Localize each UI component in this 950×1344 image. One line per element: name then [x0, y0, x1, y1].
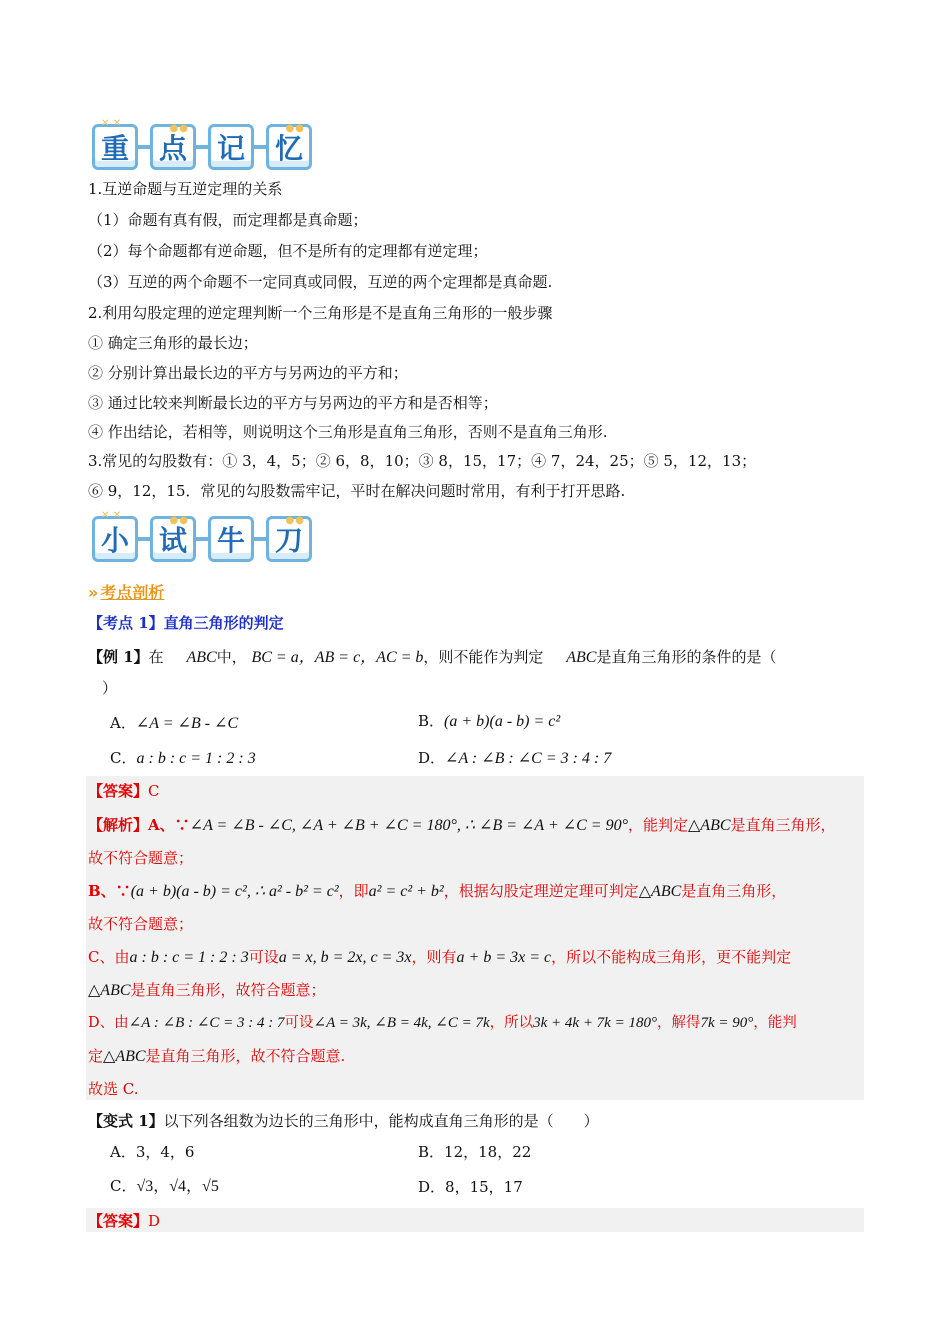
memory-item: （1）命题有真有假，而定理都是真命题； [88, 211, 368, 229]
example-label: 【例 1】 [88, 648, 149, 666]
analysis-text: 是直角三角形，故符合题意； [130, 981, 326, 999]
option-d [418, 747, 611, 770]
analysis-math: a + b = 3x = c [456, 949, 552, 966]
analysis-c-cont [88, 979, 326, 1002]
tile-connector [196, 537, 208, 541]
analysis-b-cont: 故不符合题意； [88, 915, 194, 933]
variant-option-c [110, 1175, 219, 1198]
banner-tile [92, 118, 138, 170]
analysis-text: 可设 [248, 948, 279, 966]
point-label: 【考点 1】直角三角形的判定 [88, 614, 284, 632]
answer-value: D [148, 1212, 161, 1230]
answer-line-2 [88, 1210, 160, 1232]
memory-heading-3-cont: ⑥ 9，12，15．常见的勾股数需牢记，平时在解决问题时常用，有利于打开思路. [88, 482, 626, 500]
tile-connector [196, 145, 208, 149]
dots-icon: ●● [285, 123, 305, 134]
memory-step: ① 确定三角形的最长边； [88, 334, 258, 352]
banner-tile [150, 124, 196, 170]
answer-label: 【答案】 [88, 1212, 149, 1230]
banner-char: 记 [216, 132, 245, 165]
double-chevron-icon: » [88, 583, 99, 602]
example-stem [88, 646, 776, 669]
analysis-text: ，所以 [489, 1015, 534, 1031]
variant-option-d: D．8，15，17 [418, 1178, 523, 1196]
analysis-text: ，解得 [656, 1015, 701, 1031]
banner-char: 点 [158, 132, 187, 165]
answer-line [88, 780, 160, 802]
analysis-math: ∠A : ∠B : ∠C = 3 : 4 : 7 [128, 1015, 285, 1031]
analysis-text: ，即 [338, 882, 369, 900]
option-math: ∠A : ∠B : ∠C = 3 : 4 : 7 [445, 750, 612, 767]
analysis-math: a : b : c = 1 : 2 : 3 [129, 949, 249, 966]
option-label: A． [110, 714, 136, 732]
option-c [110, 747, 256, 770]
analysis-text: ，则有 [411, 948, 457, 966]
tile-connector [254, 145, 266, 149]
analysis-math: a = x, b = 2x, c = 3x [278, 949, 412, 966]
section-heading [88, 580, 164, 603]
analysis-text: 定 [88, 1047, 104, 1065]
analysis-c [88, 946, 791, 969]
example-stem-close: ） [102, 679, 118, 697]
stem-text: 中， [216, 648, 247, 666]
sparkle-icon: ✕ ✕ [101, 510, 122, 521]
banner-practice [92, 512, 312, 566]
triangle-name: △ABC [88, 982, 131, 999]
dots-icon: ●● [169, 123, 189, 134]
banner-char: 牛 [216, 524, 245, 557]
section-heading-text: 考点剖析 [100, 583, 165, 602]
analysis-final: 故选 C. [88, 1080, 139, 1098]
memory-heading-2: 2.利用勾股定理的逆定理判断一个三角形是不是直角三角形的一般步骤 [88, 304, 553, 322]
variant-stem [88, 1110, 599, 1132]
dots-icon: ●● [169, 515, 189, 526]
analysis-d-cont [88, 1045, 345, 1068]
option-label: B． [418, 712, 445, 730]
option-label: C． [110, 1177, 137, 1195]
analysis-d [88, 1012, 797, 1034]
analysis-math: (a + b)(a - b) = c², ∴ a² - b² = c² [130, 883, 339, 900]
sparkle-icon: ✕ ✕ [101, 118, 122, 129]
banner-char: 试 [158, 524, 187, 557]
answer-value: C [148, 782, 160, 800]
dots-icon: ●● [285, 515, 305, 526]
analysis-text: ，能判 [753, 1015, 797, 1031]
banner-tile [150, 516, 196, 562]
memory-item: （2）每个命题都有逆命题，但不是所有的定理都有逆定理； [88, 242, 488, 260]
analysis-a-cont: 故不符合题意； [88, 849, 194, 867]
stem-text: 是直角三角形的条件的是（ [596, 648, 777, 666]
analysis-text: C、由 [88, 948, 130, 966]
analysis-text: ，根据勾股定理逆定理可判定 [443, 882, 639, 900]
banner-char: 刀 [274, 524, 303, 557]
memory-heading-3: 3.常见的勾股数有：① 3，4，5；② 6，8，10；③ 8，15，17；④ 7，24，25；⑤ 5，12，13； [88, 452, 757, 470]
option-b [418, 710, 560, 733]
analysis-text: 是直角三角形， [730, 816, 836, 834]
option-math: a : b : c = 1 : 2 : 3 [136, 750, 256, 767]
banner-char: 忆 [274, 132, 303, 165]
tile-connector [138, 145, 150, 149]
option-label: D． [418, 749, 446, 767]
analysis-math: 7k = 90° [700, 1015, 754, 1031]
memory-step: ③ 通过比较来判断最长边的平方与另两边的平方和是否相等； [88, 394, 498, 412]
analysis-text: ，能判定 [627, 816, 688, 834]
memory-step: ② 分别计算出最长边的平方与另两边的平方和； [88, 364, 408, 382]
analysis-text: 可设 [284, 1015, 314, 1031]
analysis-text: A、∵ [148, 816, 190, 834]
analysis-math: ∠A = ∠B - ∠C, ∠A + ∠B + ∠C = 180°, ∴ ∠B = ∠A + ∠C = 90° [189, 817, 628, 834]
stem-text: 在 [148, 648, 164, 666]
triangle-name: △ABC [688, 817, 731, 834]
banner-tile [266, 516, 312, 562]
variant-option-b: B．12，18，22 [418, 1143, 532, 1161]
tile-connector [138, 537, 150, 541]
option-math: √3，√4，√5 [136, 1178, 219, 1195]
option-label: C． [110, 749, 137, 767]
analysis-math: a² = c² + b² [368, 883, 444, 900]
analysis-text: 是直角三角形， [681, 882, 787, 900]
option-a [110, 712, 238, 735]
analysis-label: 【解析】 [88, 816, 149, 834]
variant-label: 【变式 1】 [88, 1112, 164, 1130]
banner-tile [266, 124, 312, 170]
triangle-name: △ABC [638, 883, 682, 900]
banner-tile [208, 516, 254, 562]
tile-connector [254, 537, 266, 541]
memory-heading-1: 1.互逆命题与互逆定理的关系 [88, 180, 283, 198]
memory-item: （3）互逆的两个命题不一定同真或同假，互逆的两个定理都是真命题. [88, 273, 553, 291]
analysis-a [88, 814, 836, 837]
variant-option-a: A．3，4，6 [110, 1143, 195, 1161]
analysis-math: 3k + 4k + 7k = 180° [533, 1015, 657, 1031]
analysis-text: ，所以不能构成三角形，更不能判定 [551, 948, 792, 966]
condition-math: BC = a，AB = c，AC = b [251, 649, 424, 666]
banner-tile [208, 124, 254, 170]
banner-tile [92, 510, 138, 562]
analysis-text: B、∵ [88, 882, 131, 900]
banner-char: 小 [100, 524, 129, 557]
answer-label: 【答案】 [88, 782, 149, 800]
analysis-text: D、由 [88, 1015, 129, 1031]
analysis-math: ∠A = 3k, ∠B = 4k, ∠C = 7k [313, 1015, 490, 1031]
analysis-text: 是直角三角形，故不符合题意. [145, 1047, 346, 1065]
variant-text: 以下列各组数为边长的三角形中，能构成直角三角形的是（ ） [163, 1112, 599, 1130]
stem-text: ，则不能作为判定 [423, 648, 544, 666]
analysis-b [88, 880, 786, 903]
memory-step: ④ 作出结论，若相等，则说明这个三角形是直角三角形，否则不是直角三角形. [88, 423, 608, 441]
answer-panel-2 [86, 1208, 864, 1232]
triangle-name: ABC [186, 649, 217, 666]
banner-char: 重 [100, 132, 129, 165]
triangle-name: △ABC [103, 1048, 146, 1065]
triangle-name: ABC [566, 649, 597, 666]
banner-key-points [92, 120, 312, 174]
option-math: ∠A = ∠B - ∠C [135, 715, 239, 732]
option-math: (a + b)(a - b) = c² [444, 713, 561, 730]
